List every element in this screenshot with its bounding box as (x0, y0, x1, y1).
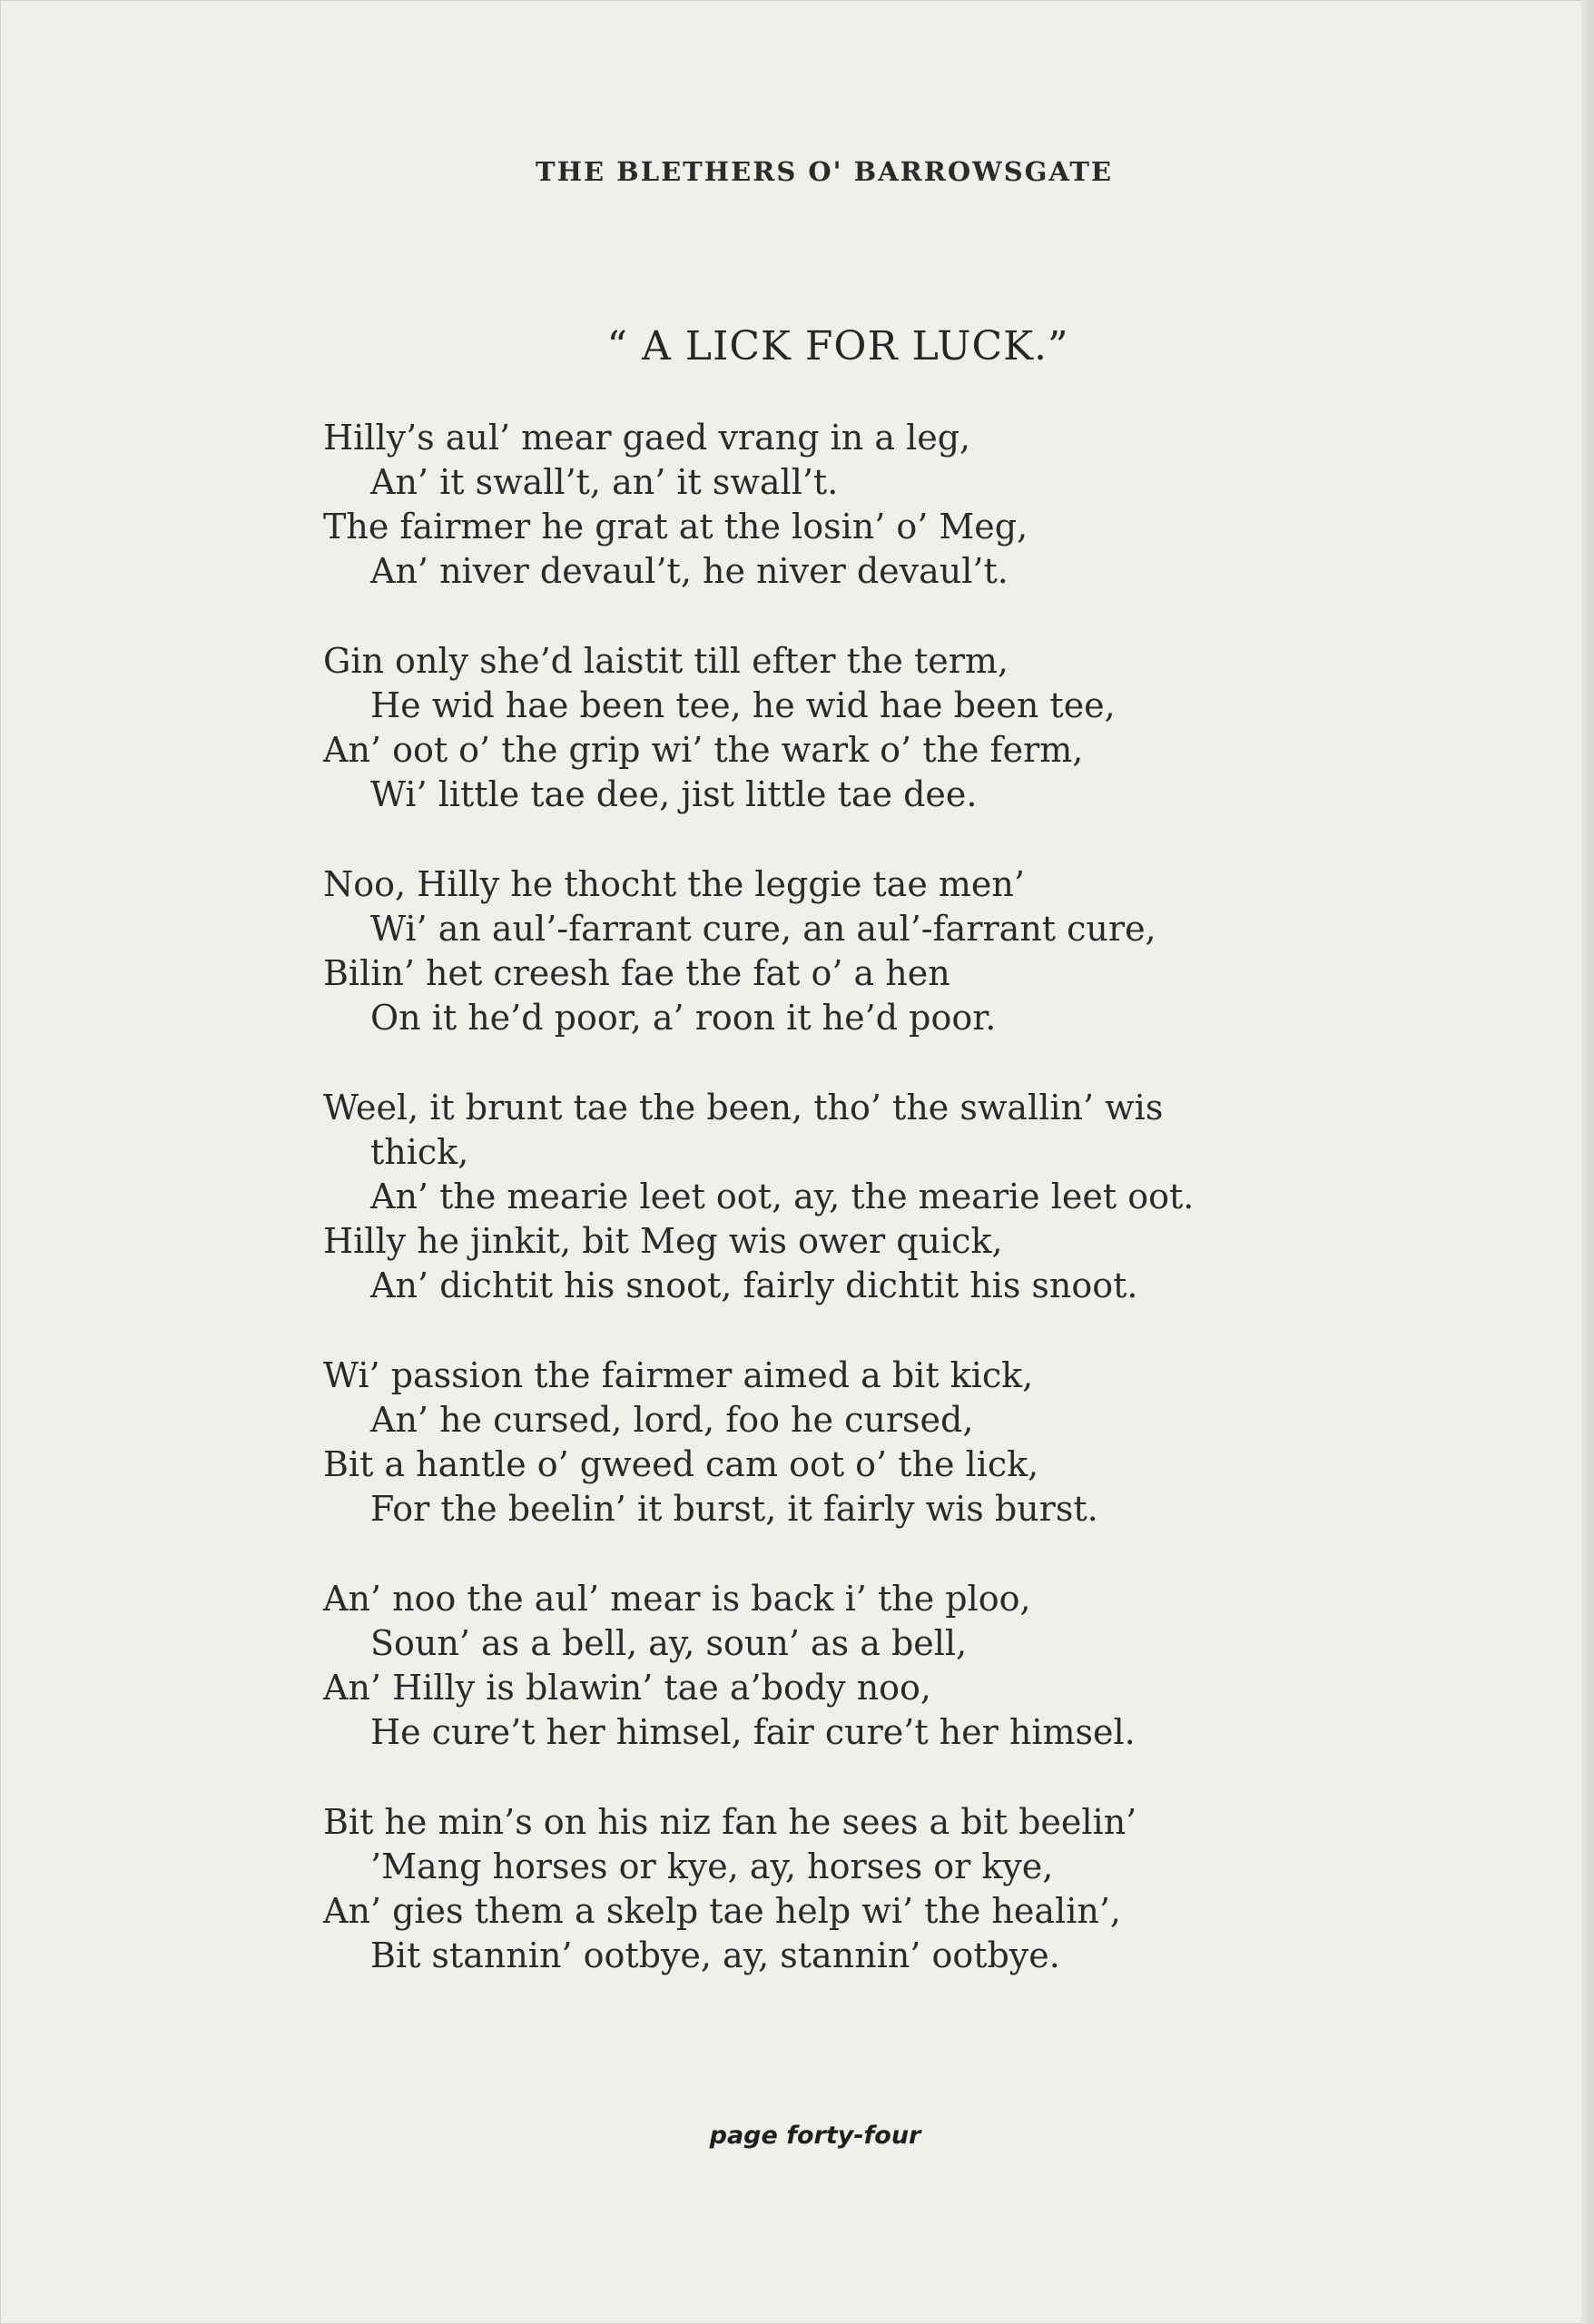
poem-body (323, 416, 1367, 2024)
poem-line: Bit he min’s on his niz fan he sees a bit beelin’ (323, 1802, 1137, 1842)
page-number: page forty-four (709, 2122, 921, 2150)
poem-line-continuation: thick, (370, 1132, 469, 1172)
poem-line: An’ niver devaul’t, he niver devaul’t. (370, 551, 1009, 591)
poem-line: He wid hae been tee, he wid hae been tee, (370, 685, 1116, 725)
stanza-6 (323, 1577, 1367, 1755)
poem-line: Bit stannin’ ootbye, ay, stannin’ ootbye. (370, 1935, 1060, 1975)
poem-line: An’ dichtit his snoot, fairly dichtit his snoot. (370, 1265, 1138, 1305)
stanza-3 (323, 862, 1367, 1040)
stanza-7 (323, 1800, 1367, 1978)
stanza-5 (323, 1354, 1367, 1531)
poem-line: An’ it swall’t, an’ it swall’t. (370, 462, 839, 502)
running-head: THE BLETHERS O' BARROWSGATE (536, 156, 1113, 187)
poem-line: He cure’t her himsel, fair cure’t her himsel. (370, 1712, 1136, 1752)
poem-line: For the beelin’ it burst, it fairly wis burst. (370, 1489, 1098, 1529)
poem-line: Bilin’ het creesh fae the fat o’ a hen (323, 953, 950, 993)
poem-line: Wi’ little tae dee, jist little tae dee. (370, 774, 978, 814)
poem-line: An’ Hilly is blawin’ tae a’body noo, (323, 1668, 932, 1708)
poem-line: Soun’ as a bell, ay, soun’ as a bell, (370, 1623, 968, 1663)
stanza-1 (323, 416, 1367, 594)
poem-line: On it he’d poor, a’ roon it he’d poor. (370, 998, 997, 1038)
stanza-4 (323, 1086, 1367, 1308)
poem-line: An’ gies them a skelp tae help wi’ the healin’, (323, 1891, 1121, 1931)
poem-line: An’ he cursed, lord, foo he cursed, (370, 1400, 974, 1440)
poem-line: Noo, Hilly he thocht the leggie tae men’ (323, 864, 1025, 904)
poem-line: An’ oot o’ the grip wi’ the wark o’ the ferm, (323, 730, 1084, 770)
poem-line: The fairmer he grat at the losin’ o’ Meg, (323, 507, 1028, 547)
poem-line: Hilly’s aul’ mear gaed vrang in a leg, (323, 418, 971, 458)
poem-line: ’Mang horses or kye, ay, horses or kye, (370, 1846, 1054, 1886)
poem-title: “ A LICK FOR LUCK.” (606, 323, 1069, 369)
poem-line: Bit a hantle o’ gweed cam oot o’ the lick, (323, 1444, 1039, 1484)
poem-line: Hilly he jinkit, bit Meg wis ower quick, (323, 1221, 1003, 1261)
poem-line: Gin only she’d laistit till efter the term, (323, 641, 1009, 681)
poem-line: Weel, it brunt tae the been, tho’ the swallin’ wis (323, 1088, 1164, 1128)
poem-line: Wi’ an aul’-farrant cure, an aul’-farrant cure, (370, 909, 1156, 949)
poem-line: An’ noo the aul’ mear is back i’ the ploo, (323, 1579, 1031, 1619)
poem-line: An’ the mearie leet oot, ay, the mearie leet oot. (370, 1177, 1195, 1216)
stanza-2 (323, 639, 1367, 817)
poem-line: Wi’ passion the fairmer aimed a bit kick, (323, 1355, 1034, 1395)
